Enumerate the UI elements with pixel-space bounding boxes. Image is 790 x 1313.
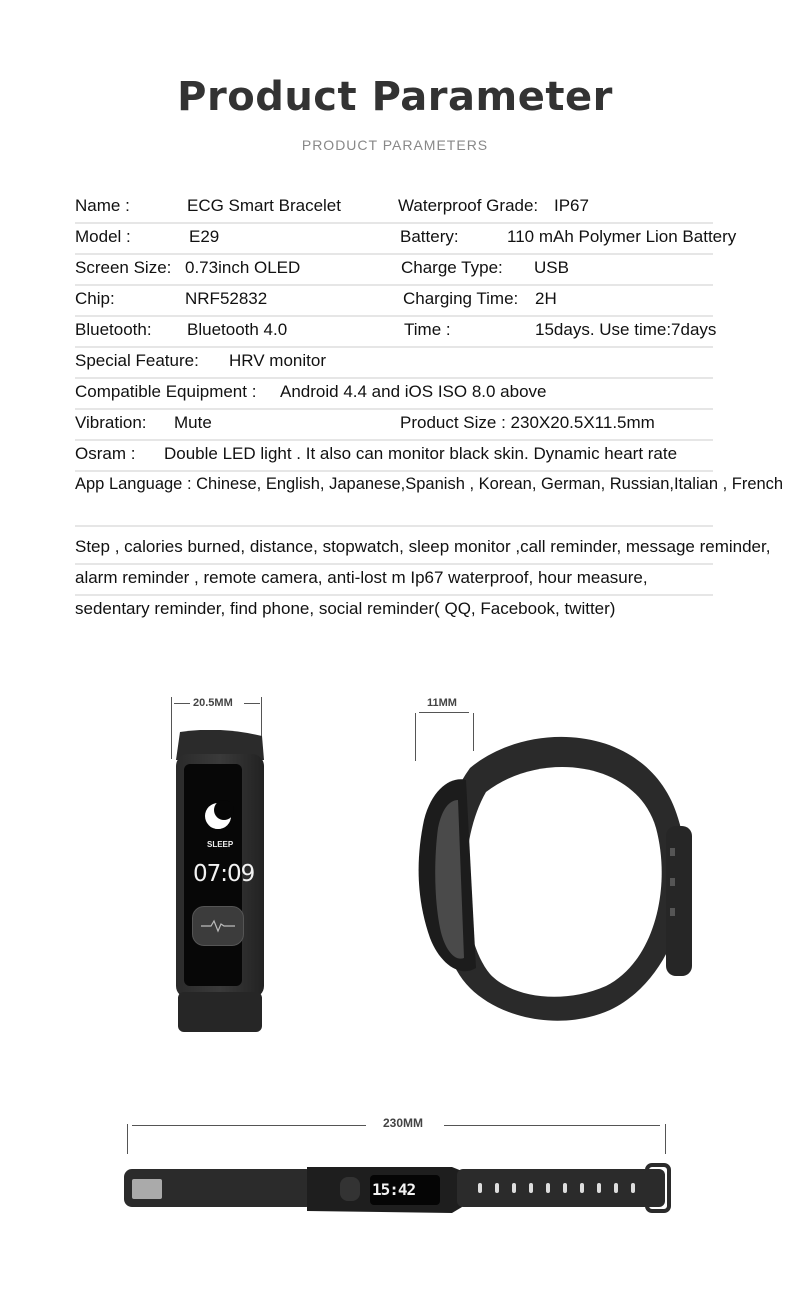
touch-button[interactable]: [192, 906, 244, 946]
dimension-tick: [665, 1124, 666, 1154]
dimension-tick: [127, 1124, 128, 1154]
spec-value: 2H: [535, 289, 557, 308]
feature-text: sedentary reminder, find phone, social reminder( QQ, Facebook, twitter): [75, 599, 616, 618]
feature-line: [75, 533, 771, 565]
dimension-line: [244, 703, 260, 704]
spec-row: [75, 440, 713, 472]
spec-row: [75, 192, 713, 224]
spec-label: Osram :: [75, 444, 136, 463]
spec-value: USB: [534, 258, 569, 277]
feature-line: [75, 595, 713, 625]
spec-value: 110 mAh Polymer Lion Battery: [507, 227, 737, 246]
sleep-mode-label: SLEEP: [207, 840, 234, 849]
spec-label: Charge Type:: [401, 258, 503, 277]
feature-text: Step , calories burned, distance, stopwatch, sleep monitor ,call reminder, message reminder,: [75, 537, 771, 556]
spec-label: Model :: [75, 227, 131, 246]
spec-row: [75, 409, 713, 441]
spec-label: Vibration:: [75, 413, 147, 432]
spec-value: E29: [189, 227, 220, 246]
spec-label: Special Feature:: [75, 351, 199, 370]
spec-value: Bluetooth 4.0: [187, 320, 288, 339]
spec-value: App Language : Chinese, English, Japanese,Spanish , Korean, German, Russian,Italian , French: [75, 475, 784, 493]
feature-text: alarm reminder , remote camera, anti-lost m Ip67 waterproof, hour measure,: [75, 568, 648, 587]
spec-row: [75, 378, 713, 410]
spec-row: [75, 285, 713, 317]
thickness-dimension-label: 11MM: [427, 697, 457, 709]
dimension-line: [444, 1125, 660, 1126]
spec-label: Charging Time:: [403, 289, 519, 308]
device-time: 07:09: [193, 861, 255, 887]
dimension-line: [132, 1125, 366, 1126]
page-subtitle: PRODUCT PARAMETERS: [301, 137, 489, 153]
band-display-time: 15:42: [372, 1180, 416, 1199]
spec-label: Battery:: [400, 227, 459, 246]
width-dimension-label: 20.5MM: [193, 697, 233, 709]
spec-row: [75, 316, 717, 348]
heartbeat-icon: [193, 907, 243, 945]
spec-value: Double LED light . It also can monitor black skin. Dynamic heart rate: [164, 444, 678, 463]
divider: [75, 525, 713, 527]
spec-label: Product Size : 230X20.5X11.5mm: [400, 413, 655, 432]
bracelet-side-view: [410, 728, 700, 1030]
spec-row: [75, 223, 737, 255]
spec-label: Compatible Equipment :: [75, 382, 257, 401]
spec-value: Android 4.4 and iOS ISO 8.0 above: [280, 382, 547, 401]
length-dimension-label: 230MM: [383, 1116, 424, 1130]
spec-label: Chip:: [75, 289, 115, 308]
spec-row: [75, 254, 713, 286]
moon-icon: [205, 803, 231, 829]
spec-label: Screen Size:: [75, 258, 172, 277]
spec-row: [75, 347, 713, 379]
spec-value: IP67: [554, 196, 589, 215]
spec-value: 15days. Use time:7days: [535, 320, 717, 339]
page-title: Product Parameter: [177, 74, 613, 120]
spec-label: Bluetooth:: [75, 320, 152, 339]
spec-value: 0.73inch OLED: [185, 258, 301, 277]
spec-label: Waterproof Grade:: [398, 196, 539, 215]
dimension-line: [419, 712, 469, 713]
spec-label: Time :: [404, 320, 451, 339]
spec-value: NRF52832: [185, 289, 268, 308]
spec-value: ECG Smart Bracelet: [187, 196, 341, 215]
spec-value: HRV monitor: [229, 351, 326, 370]
spec-row: [75, 471, 784, 501]
spec-value: Mute: [174, 413, 212, 432]
spec-label: Name :: [75, 196, 130, 215]
feature-line: [75, 564, 713, 596]
dimension-line: [174, 703, 190, 704]
